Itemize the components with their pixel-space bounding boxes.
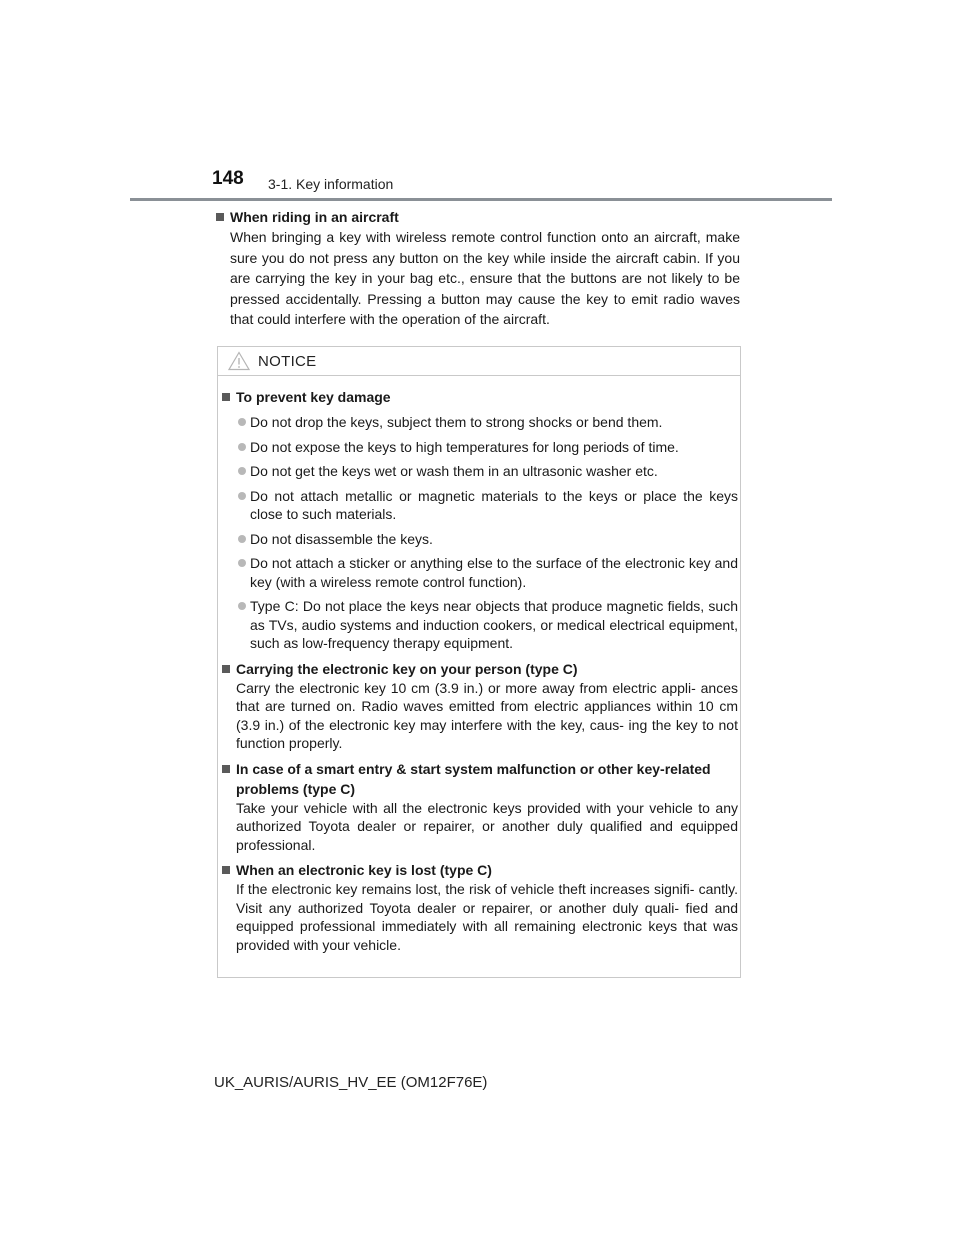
- list-item: [220, 438, 738, 457]
- bullet-dot-icon: [238, 492, 246, 500]
- notice-group-carrying-key: [220, 659, 738, 753]
- warning-triangle-icon: [228, 351, 250, 371]
- group-heading: [220, 659, 738, 679]
- square-bullet-icon: [222, 866, 230, 874]
- bullet-dot-icon: [238, 535, 246, 543]
- list-item-text: Do not drop the keys, subject them to strong shocks or bend them.: [250, 414, 663, 430]
- bullet-dot-icon: [238, 559, 246, 567]
- notice-group-malfunction: [220, 759, 738, 855]
- list-item: [220, 530, 738, 549]
- square-bullet-icon: [222, 665, 230, 673]
- list-item: [220, 597, 738, 653]
- list-item-text: Do not disassemble the keys.: [250, 530, 433, 547]
- group-text: Take your vehicle with all the electronic keys provided with your vehicle to any authorized Toyota dealer or repairer, or another duly qualified and equipped professional.: [236, 799, 738, 853]
- group-heading-text: In case of a smart entry & start system malfunction or other key-related problems (type C): [236, 760, 711, 797]
- group-text: Carry the electronic key 10 cm (3.9 in.) or more away from electric appli- ances that are turned on. Radio waves emitted from electric appliances within 10 cm (3.9 in.) of the electronic key may interfere with the key, caus- ing the key to not function properly.: [236, 679, 738, 751]
- list-item-text: Type C: Do not place the keys near objects that produce magnetic fields, such as TVs, audio systems and induction cookers, or medical electrical equipment, such as low-frequency therapy equipment.: [250, 598, 738, 651]
- group-heading-text: Carrying the electronic key on your person (type C): [236, 660, 578, 677]
- notice-group-key-lost: [220, 860, 738, 954]
- list-item: [220, 462, 738, 481]
- square-bullet-icon: [222, 393, 230, 401]
- square-bullet-icon: [222, 765, 230, 773]
- square-bullet-icon: [216, 213, 224, 221]
- page-number: 148: [212, 168, 244, 189]
- bullet-list: [220, 413, 738, 653]
- list-item: [220, 413, 738, 432]
- group-heading-text: To prevent key damage: [236, 389, 391, 405]
- notice-content: [220, 387, 738, 960]
- bullet-dot-icon: [238, 602, 246, 610]
- bullet-dot-icon: [238, 467, 246, 475]
- group-heading: [220, 860, 738, 880]
- group-heading-text: When an electronic key is lost (type C): [236, 862, 492, 878]
- intro-heading: [214, 207, 740, 227]
- group-text: If the electronic key remains lost, the risk of vehicle theft increases signifi- cantly. Visit any authorized Toyota dealer or repairer, or another duly quali- fied and equipped professional immediately with all remaining electronic keys that was provided with your vehicle.: [236, 881, 738, 953]
- footer-model-code: UK_AURIS/AURIS_HV_EE (OM12F76E): [214, 1074, 488, 1091]
- intro-heading-text: When riding in an aircraft: [230, 209, 399, 225]
- section-title: 3-1. Key information: [268, 176, 394, 192]
- list-item: [220, 554, 738, 591]
- notice-group-key-damage: [220, 387, 738, 653]
- list-item-text: Do not attach a sticker or anything else to the surface of the electronic key and key (with a wireless remote control function).: [250, 555, 738, 590]
- bullet-dot-icon: [238, 418, 246, 426]
- notice-header: [218, 347, 740, 376]
- list-item-text: Do not expose the keys to high temperatures for long periods of time.: [250, 438, 679, 455]
- list-item-text: Do not get the keys wet or wash them in an ultrasonic washer etc.: [250, 463, 658, 479]
- bullet-dot-icon: [238, 443, 246, 451]
- notice-box: [217, 346, 741, 978]
- list-item: [220, 487, 738, 524]
- header-rule: [130, 198, 832, 201]
- group-heading: [220, 759, 738, 799]
- intro-section: [214, 207, 740, 330]
- intro-text: When bringing a key with wireless remote control function onto an aircraft, make sure you do not press any button on the key while inside the aircraft cabin. If you are carrying the key in your bag etc., ensure that the buttons are not likely to be pressed accidentally. Pressing a button may cause the key to emit radio waves that could interfere with the operation of the aircraft.: [230, 229, 740, 328]
- group-heading: [220, 387, 738, 407]
- notice-title: NOTICE: [258, 353, 317, 370]
- list-item-text: Do not attach metallic or magnetic materials to the keys or place the keys close to such materials.: [250, 487, 738, 522]
